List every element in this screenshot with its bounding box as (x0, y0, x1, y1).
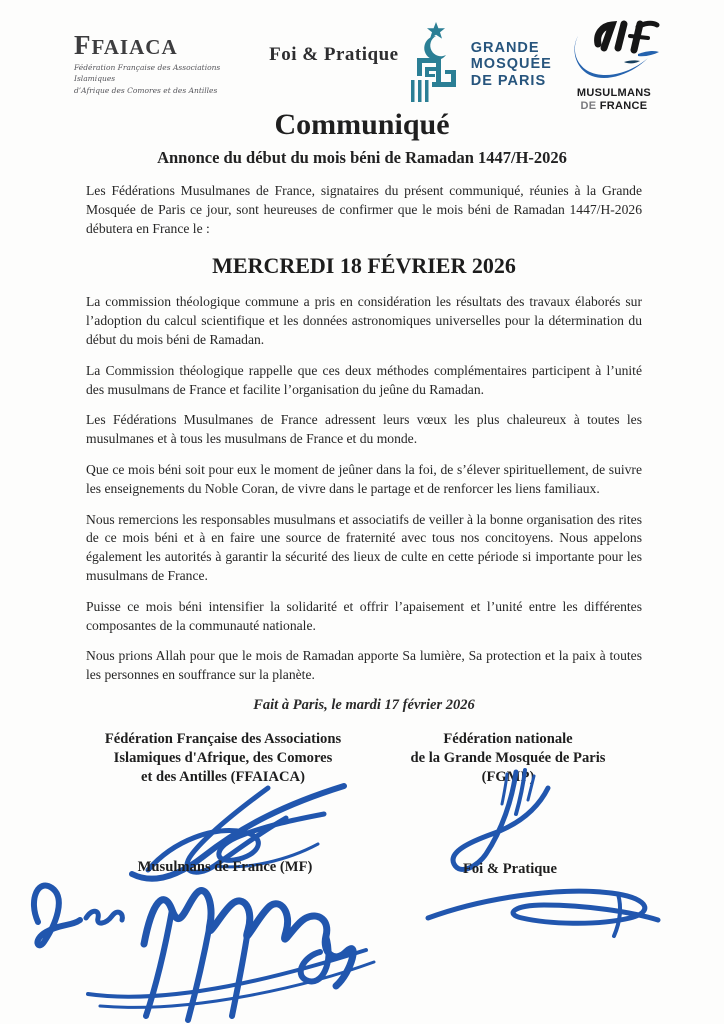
signatory-ffaiaca-line2: Islamiques d'Afrique, des Comores (113, 750, 333, 767)
body-paragraph: Puisse ce mois béni intensifier la solidarité et offrir l’apaisement et l’unité entre les différentes composantes de la communauté nationale. (86, 598, 642, 633)
signature-musulmans-de-france (22, 864, 402, 1024)
header-logos (0, 0, 724, 112)
body-paragraph: Les Fédérations Musulmanes de France adressent leurs vœux les plus chaleureux à toutes les musulmanes et à tous les musulmans de France et du monde. (86, 412, 642, 447)
announced-date: MERCREDI 18 FÉVRIER 2026 (212, 253, 516, 279)
foi-pratique-wordmark: Foi & Pratique (269, 44, 399, 65)
body-paragraph: La commission théologique commune a pris en considération les résultats des travaux élaborés sur l’adoption du calcul scientifique et les données astronomiques universelles pour la détermination du début du mois béni de Ramadan. (86, 294, 642, 347)
page-subtitle: Annonce du début du mois béni de Ramadan 1447/H-2026 (157, 148, 567, 167)
body-paragraph: La Commission théologique rappelle que ces deux méthodes complémentaires participent à l’unité des musulmans de France et facilite l’organisation du jeûne du Ramadan. (86, 362, 642, 397)
ffaiaca-tagline-line2: d’Afrique des Comores et des Antilles (74, 85, 218, 95)
body-paragraph: Nous prions Allah pour que le mois de Ramadan apporte Sa lumière, Sa protection et la paix à toutes les personnes en souffrance sur la planète. (86, 648, 642, 683)
mf-wordmark-line1: MUSULMANS (576, 87, 652, 99)
gmp-wordmark-line2: MOSQUÉE (470, 56, 552, 73)
body-paragraph: Que ce mois béni soit pour eux le moment de jeûner dans la foi, de s’élever spirituellement, de suivre les enseignements du Noble Coran, de vivre dans le partage et de renforcer les liens familiaux. (86, 461, 642, 496)
mf-wordmark-france: FRANCE (599, 99, 648, 112)
signatory-ffaiaca-line3: et des Antilles (FFAIACA) (141, 769, 305, 786)
signatory-foi-pratique-label: Foi & Pratique (462, 860, 558, 877)
ffaiaca-logo (74, 32, 259, 96)
grande-mosquee-wordmark (471, 40, 552, 89)
signatory-mf-label: Musulmans de France (MF) (137, 858, 313, 875)
ffaiaca-tagline-line1: Fédération Française des Associations Islamiques (74, 63, 221, 84)
mf-wordmark-de: DE (580, 99, 597, 112)
mf-wordmark (577, 87, 651, 112)
signatory-fgmp-line1: Fédération nationale (443, 730, 573, 747)
mf-calligraphy-swoosh-icon (568, 18, 660, 85)
page-title: Communiqué (274, 108, 450, 141)
ffaiaca-acronym: FFAIACA (74, 30, 178, 60)
mf-wordmark-line2 (577, 100, 651, 113)
musulmans-de-france-logo (562, 18, 666, 112)
signature-foi-pratique (418, 878, 668, 948)
intro-paragraph: Les Fédérations Musulmanes de France, signataires du présent communiqué, réunies à la Grande Mosquée de Paris ce jour, sont heureuses de confirmer que le mois béni de Ramadan 1447/H-2026 débutera en France le : (86, 183, 642, 236)
crescent-star-calligraphy-icon (409, 20, 463, 109)
signature-section (0, 726, 724, 1024)
signatory-ffaiaca-line1: Fédération Française des Associations (104, 730, 342, 747)
gmp-wordmark-line1: GRANDE (470, 40, 540, 57)
ffaiaca-tagline (74, 62, 259, 96)
signatory-fgmp-line3: (FGMP) (481, 769, 535, 786)
document-body (0, 168, 724, 714)
gmp-wordmark-line3: DE PARIS (470, 72, 547, 89)
dateline: Fait à Paris, le mardi 17 février 2026 (253, 696, 475, 713)
grande-mosquee-logo (409, 20, 552, 109)
body-paragraph: Nous remercions les responsables musulmans et associatifs de veiller à la bonne organisation des rites de ce mois béni et à en faire une source de fraternité avec tous nos concitoyens. Nous appelons également les autorités à garantir la sécurité des lieux de culte en cette période si importante pour les musulmans de France. (86, 511, 642, 583)
signatory-fgmp-line2: de la Grande Mosquée de Paris (410, 750, 606, 767)
